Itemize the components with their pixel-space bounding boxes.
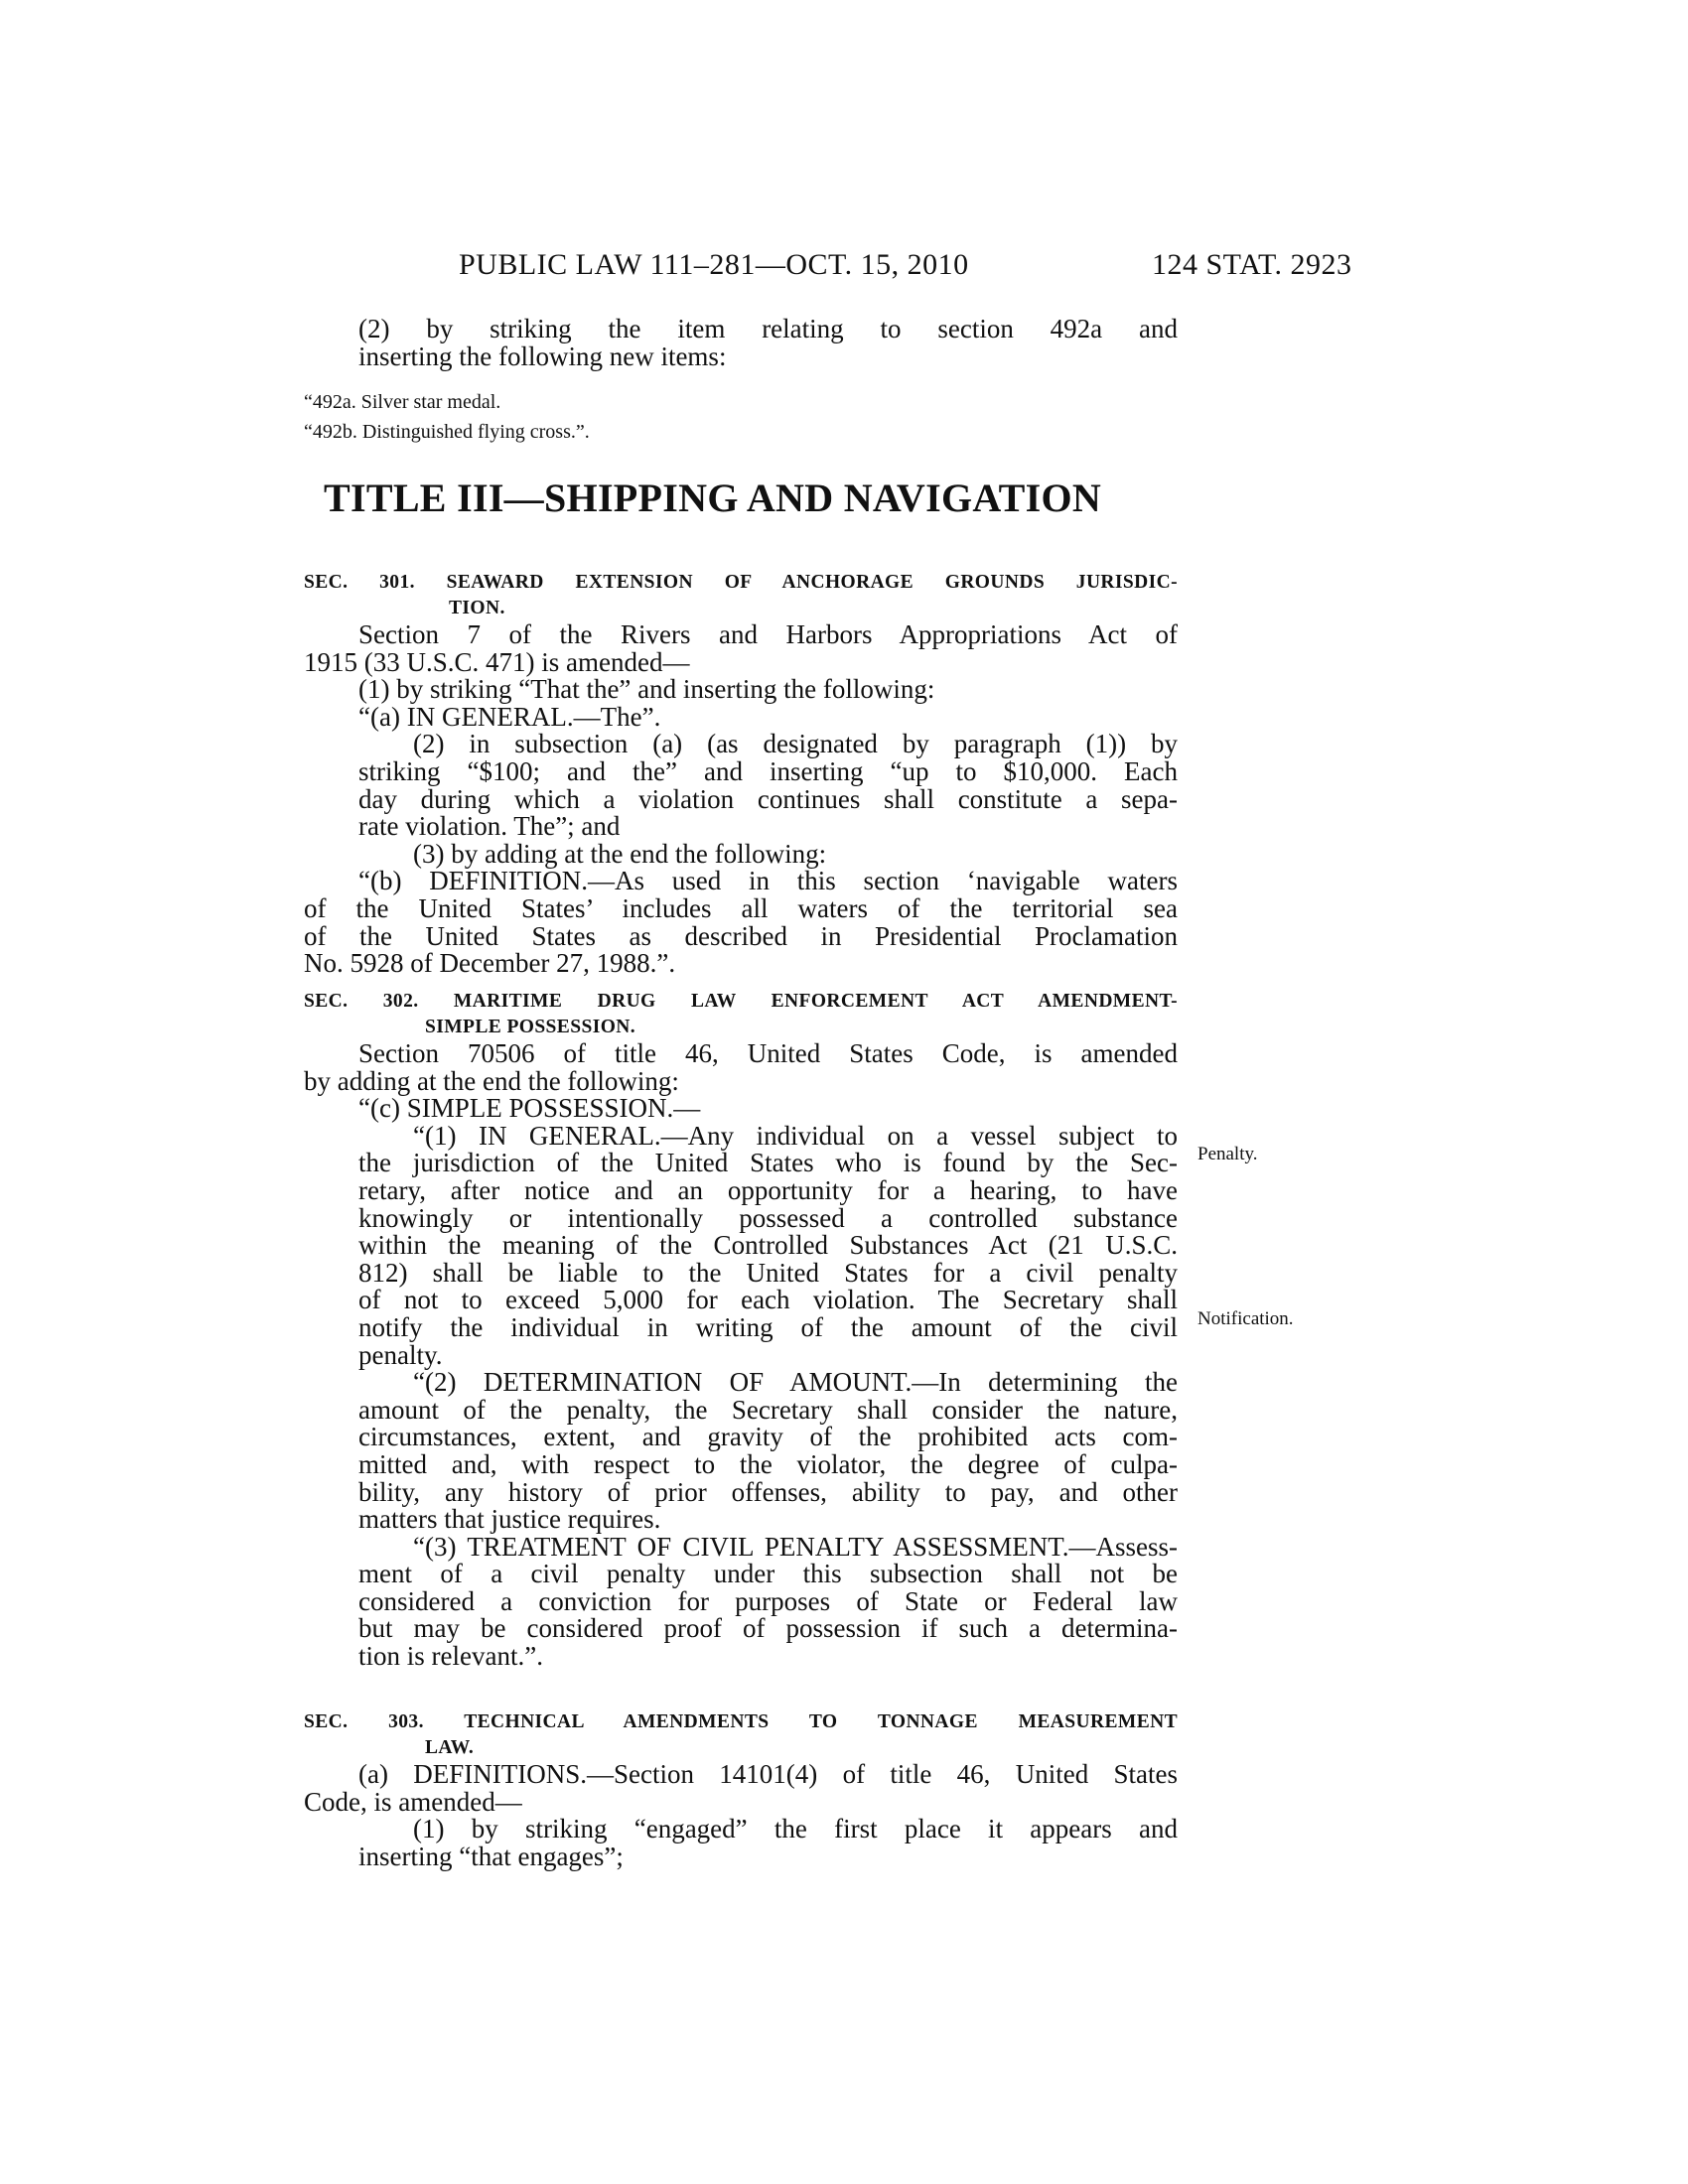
running-header-left: PUBLIC LAW 111–281—OCT. 15, 2010	[459, 248, 969, 281]
text-line: (1) by striking “engaged” the first place it appears and	[413, 1814, 1178, 1844]
section-301-heading	[304, 570, 1178, 621]
text-line: (3) by adding at the end the following:	[413, 838, 827, 869]
text-line: inserting the following new items:	[358, 341, 727, 371]
inserted-items	[304, 387, 1178, 447]
text-line: striking “$100; and the” and inserting “up to $10,000. Each	[358, 755, 1178, 786]
text-line: notify the individual in writing of the amount of the civil	[358, 1311, 1178, 1342]
section-heading-line: SIMPLE POSSESSION.	[425, 1017, 636, 1037]
text-line: “(2) DETERMINATION OF AMOUNT.—In determining the	[413, 1367, 1178, 1398]
margin-note-notification: Notification.	[1197, 1308, 1294, 1329]
inserted-item: “492b. Distinguished flying cross.”.	[304, 421, 590, 443]
section-heading-line: SEC. 301. SEAWARD EXTENSION OF ANCHORAGE GROUNDS JURISDIC-	[304, 572, 1178, 593]
text-line: (a) DEFINITIONS.—Section 14101(4) of title 46, United States	[358, 1759, 1178, 1789]
text-line: Section 70506 of title 46, United States Code, is amended	[358, 1038, 1178, 1068]
text-line: knowingly or intentionally possessed a controlled substance	[358, 1202, 1178, 1233]
text-line: (2) by striking the item relating to section 492a and	[358, 314, 1178, 343]
text-line: “(3) TREATMENT OF CIVIL PENALTY ASSESSMENT.—Assess-	[413, 1531, 1178, 1562]
text-line: No. 5928 of December 27, 1988.”.	[304, 948, 676, 979]
text-line: rate violation. The”; and	[358, 811, 621, 842]
text-line: tion is relevant.”.	[358, 1641, 543, 1672]
text-line: day during which a violation continues shall constitute a sepa-	[358, 783, 1178, 814]
text-line: bility, any history of prior offenses, ability to pay, and other	[358, 1476, 1178, 1507]
text-line: ment of a civil penalty under this subsection shall not be	[358, 1559, 1178, 1589]
text-line: “(a) IN GENERAL.—The”.	[358, 701, 661, 732]
section-303-heading	[304, 1709, 1178, 1761]
title-heading: TITLE III—SHIPPING AND NAVIGATION	[324, 476, 1102, 520]
text-line: (2) in subsection (a) (as designated by paragraph (1)) by	[413, 729, 1178, 759]
text-line: by adding at the end the following:	[304, 1065, 679, 1096]
text-line: “(c) SIMPLE POSSESSION.—	[358, 1093, 701, 1124]
text-line: “(1) IN GENERAL.—Any individual on a vessel subject to	[413, 1120, 1178, 1151]
text-line: amount of the penalty, the Secretary shall consider the nature,	[358, 1394, 1178, 1425]
section-301-body	[304, 621, 1178, 978]
section-303-body	[304, 1761, 1178, 1870]
text-line: retary, after notice and an opportunity for a hearing, to have	[358, 1174, 1178, 1205]
intro-paragraph	[304, 316, 1178, 370]
text-line: Code, is amended—	[304, 1786, 522, 1817]
section-302-heading	[304, 989, 1178, 1040]
text-line: matters that justice requires.	[358, 1504, 661, 1535]
text-line: mitted and, with respect to the violator, the degree of culpa-	[358, 1448, 1178, 1479]
text-line: of the United States as described in Presidential Proclamation	[304, 920, 1178, 951]
text-line: of not to exceed 5,000 for each violation. The Secretary shall	[358, 1285, 1178, 1315]
text-line: “(b) DEFINITION.—As used in this section ‘navigable waters	[358, 866, 1178, 896]
text-line: inserting “that engages”;	[358, 1841, 624, 1871]
text-line: penalty.	[358, 1339, 443, 1370]
text-line: the jurisdiction of the United States who is found by the Sec-	[358, 1148, 1178, 1178]
text-line: within the meaning of the Controlled Substances Act (21 U.S.C.	[358, 1230, 1178, 1261]
text-line: (1) by striking “That the” and inserting the following:	[358, 674, 935, 705]
text-line: Section 7 of the Rivers and Harbors Appropriations Act of	[358, 619, 1178, 649]
section-heading-line: LAW.	[425, 1737, 475, 1758]
margin-note-penalty: Penalty.	[1197, 1144, 1258, 1164]
text-line: circumstances, extent, and gravity of the prohibited acts com-	[358, 1422, 1178, 1452]
section-heading-line: TION.	[449, 598, 505, 618]
section-heading-line: SEC. 303. TECHNICAL AMENDMENTS TO TONNAGE MEASUREMENT	[304, 1711, 1178, 1732]
text-line: considered a conviction for purposes of State or Federal law	[358, 1585, 1178, 1616]
section-302-body	[304, 1040, 1178, 1671]
inserted-item: “492a. Silver star medal.	[304, 391, 501, 413]
section-heading-line: SEC. 302. MARITIME DRUG LAW ENFORCEMENT ACT AMENDMENT-	[304, 991, 1178, 1012]
text-line: but may be considered proof of possession if such a determina-	[358, 1613, 1178, 1644]
text-line: of the United States’ includes all waters of the territorial sea	[304, 892, 1178, 923]
running-header-right: 124 STAT. 2923	[1152, 248, 1352, 281]
text-line: 812) shall be liable to the United States for a civil penalty	[358, 1257, 1178, 1288]
text-line: 1915 (33 U.S.C. 471) is amended—	[304, 646, 690, 677]
